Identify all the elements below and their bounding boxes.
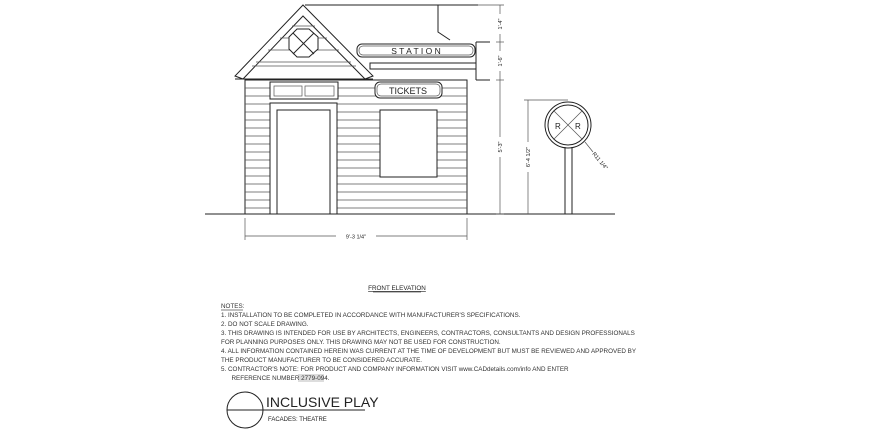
crossing-r-left: R — [555, 122, 561, 131]
sign-height-dimension-label: 6'-4 1/2" — [526, 146, 532, 168]
tickets-sign — [375, 82, 442, 98]
note-reference: REFERENCE NUMBER 2779-094. — [221, 375, 330, 382]
note-item: 2. DO NOT SCALE DRAWING. — [221, 321, 309, 328]
view-title: FRONT ELEVATION — [368, 285, 426, 292]
dimension-heights — [478, 5, 504, 214]
note-item: THE PRODUCT MANUFACTURER TO BE CONSIDERED ACCURATE. — [221, 357, 423, 364]
dimension-width — [245, 218, 467, 241]
note-item: 1. INSTALLATION TO BE COMPLETED IN ACCORDANCE WITH MANUFACTURER'S SPECIFICATIONS. — [221, 312, 521, 319]
transom-window — [270, 82, 338, 99]
station-sign — [357, 44, 475, 57]
note-item: FOR PLANNING PURPOSES ONLY. THIS DRAWING MAY NOT BE USED FOR CONSTRUCTION. — [221, 339, 501, 346]
notes — [221, 303, 637, 382]
ticket-window — [380, 110, 437, 177]
roof-top-dimension-label: 1'-4" — [498, 18, 504, 30]
gable-roof — [235, 5, 373, 79]
note-item: 4. ALL INFORMATION CONTAINED HEREIN WAS CURRENT AT THE TIME OF DEVELOPMENT BUT MUST BE REVIEWED AND APPROVED BY — [221, 348, 637, 355]
title-text: INCLUSIVE PLAY — [266, 394, 379, 410]
roof-mid-dimension-label: 1'-6" — [498, 55, 504, 67]
width-dimension-label: 9'-3 1/4" — [345, 234, 367, 241]
station-sign-text: S T A T I O N — [391, 46, 441, 56]
crossing-r-right: R — [575, 122, 581, 131]
note-item: 3. THIS DRAWING IS INTENDED FOR USE BY ARCHITECTS, ENGINEERS, CONTRACTORS, CONSULTANTS AND DESIGN PROFESSIONALS — [221, 330, 635, 337]
tickets-sign-text: TICKETS — [388, 86, 428, 96]
door — [270, 103, 337, 214]
title-block — [227, 392, 379, 428]
sign-radius-label: R11 1/4" — [590, 151, 609, 172]
note-item: 5. CONTRACTOR'S NOTE: FOR PRODUCT AND COMPANY INFORMATION VISIT www.CADdetails.com/info AND ENTER — [221, 366, 569, 373]
wall-height-dimension-label: 5'-3" — [498, 141, 504, 153]
back-roof — [305, 5, 490, 80]
dimension-sign — [524, 100, 608, 214]
subtitle-text: FACADES: THEATRE — [268, 417, 327, 423]
notes-heading: NOTES: — [221, 303, 245, 310]
crossing-sign — [545, 102, 591, 214]
